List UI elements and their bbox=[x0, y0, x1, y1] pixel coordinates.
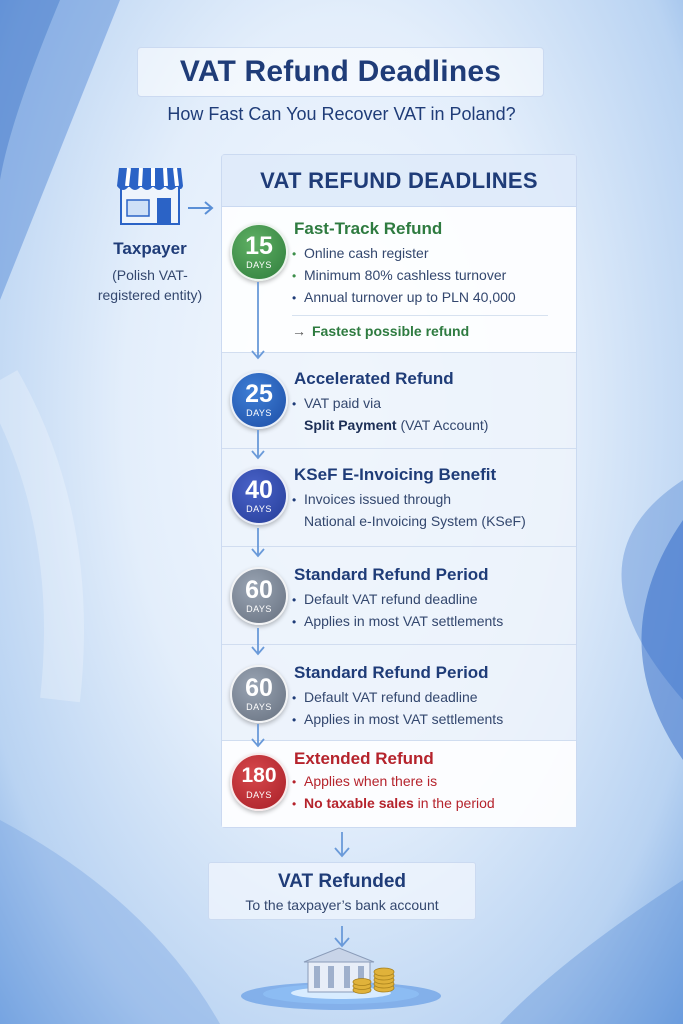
panel-header bbox=[222, 155, 576, 207]
page-subtitle: How Fast Can You Recover VAT in Poland? bbox=[167, 104, 516, 124]
bank-with-coins-icon bbox=[236, 944, 446, 1014]
deadline-title: Fast-Track Refund bbox=[294, 219, 443, 238]
bullet-item: • Default VAT refund deadline bbox=[292, 591, 478, 607]
deadline-title: Accelerated Refund bbox=[294, 369, 454, 388]
days-badge: 40 DAYS bbox=[230, 467, 288, 525]
bullet-item: • Default VAT refund deadline bbox=[292, 689, 478, 705]
bullet-item: • Minimum 80% cashless turnover bbox=[292, 267, 507, 283]
deadline-row-40 bbox=[222, 449, 576, 547]
bullet-item: • No taxable sales in the period bbox=[292, 795, 495, 811]
deadline-title: Standard Refund Period bbox=[294, 663, 489, 682]
bullet-item: • Online cash register bbox=[292, 245, 429, 261]
storefront-icon bbox=[115, 160, 185, 226]
days-badge: 180 DAYS bbox=[230, 753, 288, 811]
divider bbox=[292, 315, 548, 316]
taxpayer-subtitle: (Polish VAT- registered entity) bbox=[97, 267, 203, 303]
days-badge: 60 DAYS bbox=[230, 567, 288, 625]
deadline-row-25 bbox=[222, 353, 576, 449]
refund-result-box bbox=[208, 862, 476, 920]
deadlines-panel bbox=[221, 154, 577, 828]
deadline-title: KSeF E-Invoicing Benefit bbox=[294, 465, 497, 484]
refund-result-title: VAT Refunded bbox=[277, 871, 407, 892]
deadline-row-60-b bbox=[222, 645, 576, 741]
taxpayer-title: Taxpayer bbox=[113, 239, 187, 258]
bullet-item: • Applies in most VAT settlements bbox=[292, 711, 504, 727]
deadline-row-15 bbox=[222, 207, 576, 353]
deadline-row-60 bbox=[222, 547, 576, 645]
days-badge: 25 DAYS bbox=[230, 371, 288, 429]
arrow-down-icon bbox=[335, 832, 349, 856]
bullet-item: • Annual turnover up to PLN 40,000 bbox=[292, 289, 516, 305]
page-title: VAT Refund Deadlines bbox=[179, 55, 502, 88]
deadline-title: Extended Refund bbox=[294, 749, 434, 768]
deadline-title: Standard Refund Period bbox=[294, 565, 489, 584]
bullet-item-continued: Split Payment (VAT Account) bbox=[304, 417, 489, 433]
arrow-right-icon bbox=[186, 198, 216, 218]
bullet-item-continued: National e-Invoicing System (KSeF) bbox=[304, 513, 526, 529]
days-badge: 60 DAYS bbox=[230, 665, 288, 723]
fastest-note: → Fastest possible refund bbox=[292, 323, 470, 339]
bullet-item: • Invoices issued through bbox=[292, 491, 452, 507]
bullet-item: • Applies in most VAT settlements bbox=[292, 613, 504, 629]
days-badge: 15 DAYS bbox=[230, 223, 288, 281]
bullet-item: • VAT paid via bbox=[292, 395, 382, 411]
deadline-row-180 bbox=[222, 741, 576, 827]
panel-title: VAT REFUND DEADLINES bbox=[260, 167, 538, 193]
title-box bbox=[137, 47, 544, 97]
taxpayer-block bbox=[90, 160, 210, 305]
refund-result-subtitle: To the taxpayer’s bank account bbox=[245, 897, 439, 913]
bullet-item: • Applies when there is bbox=[292, 773, 438, 789]
arrow-down-icon bbox=[335, 926, 349, 946]
